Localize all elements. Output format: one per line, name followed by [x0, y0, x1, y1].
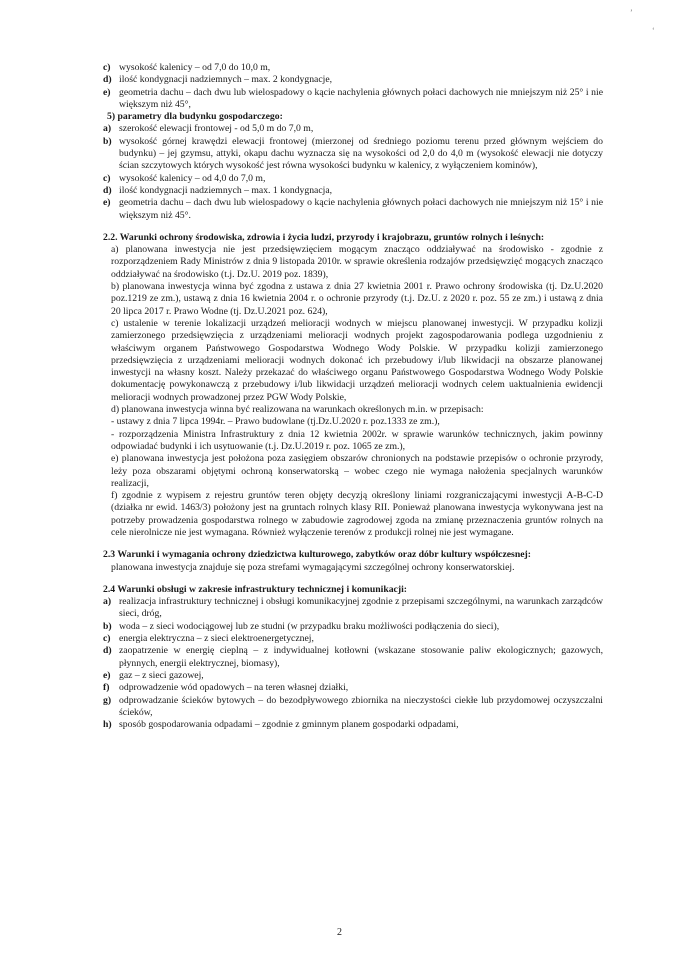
section-content: a) planowana inwestycja nie jest przedsięwzięciem mogącym znacząco oddziaływać na środowisko - zgodnie z rozporządzeniem Rady Ministrów z dnia 9 listopada 2010r. w sprawie określenia rodzajów przedsięwzięć mogących znacząco oddziaływać na środowisko (t.j. Dz.U. 2019 poz. 1839), b) planowana inwestycja winna być zgodna z ustawa z dnia 27 kwietnia 2001 r. Prawo ochrony środowiska (tj. Dz.U.2020 poz.1219 ze zm.), ustawą z dnia 16 kwietnia 2004 r. o ochronie przyrody (t.j. Dz.U. z 2020 r. poz. 55 ze zm.) i ustawą z dnia 20 lipca 2017 r. Prawo Wodne (tj. Dz.U.2021 poz. 624), c) ustalenie w terenie lokalizacji urządzeń melioracji wodnych w miejscu planowanej inwestycji. W przypadku kolizji zamierzonego przedsięwzięcia z urządzeniami melioracji wodnych projekt zagospodarowania podlega uzgodnieniu z właściwym organem Państwowego Gospodarstwa Wodnego Wody Polskie. W przypadku kolizji zamierzonego przedsięwzięcia z urządzeniami melioracji wodnych dokonać ich przebudowy i/lub likwidacji na obszarze planowanej inwestycji na własny koszt. Należy przekazać do właściwego organu Państwowego Gospodarstwa Wodnego Wody Polskie dokumentację powykonawczą z przebudowy i/lub likwidacji urządzeń melioracji wodnych celem uaktualnienia ewidencji melioracji wodnych prowadzonej przez PGW Wody Polskie, d) planowana inwestycja winna być realizowana na warunkach określonych m.in. w przepisach: - ustawy z dnia 7 lipca 1994r. – Prawo budowlane (tj.Dz.U.2020 r. poz.1333 ze zm.), - rozporządzenia Ministra Infrastruktury z dnia 12 kwietnia 2002r. w sprawie warunków technicznych, jakim powinny odpowiadać budynki i ich usytuowanie (t.j. Dz.U.2019 r. poz. 1065 ze zm.), e) planowana inwestycja jest położona poza zasięgiem obszarów chronionych na podstawie przepisów o ochronie przyrody, leży poza obszarami objętymi ochroną konserwatorską – wobec czego nie wymaga nałożenia specjalnych warunków realizacji, f) zgodnie z wypisem z rejestru gruntów teren objęty decyzją określony liniami rozgraniczającymi inwestycji A-B-C-D (działka nr ewid. 1463/3) położony jest na gruntach rolnych klasy RII. Ponieważ planowana inwestycja wykonywana jest na potrzeby prowadzenia gospodarstwa rolnego w zabudowie zagrodowej zgoda na zmianę przeznaczenia gruntów rolnych na cele nierolnicze nie jest wymagana. Również wyłączenie terenów z produkcji rolnej nie jest wymagane.	[111, 244, 603, 538]
list-item: b) woda – z sieci wodociągowej lub ze studni (w przypadku braku możliwości podłączenia do sieci),	[103, 620, 500, 632]
list-item: b) wysokość górnej krawędzi elewacji frontowej (mierzonej od średniego poziomu terenu przed głównym wejściem do budynku) – jej gzymsu, attyki, okapu dachu wyznacza się na wysokości od 2,0 do 4,0 m (wysokość elewacji nie dotyczy ścian szczytowych których wysokość jest równa wysokości budynku w kalenicy, z wyłączeniem kominów),	[103, 135, 603, 172]
document-body	[103, 62, 603, 731]
section-2-2	[103, 232, 603, 539]
list-item: d) ilość kondygnacji nadziemnych – max. 1 kondygnacja,	[103, 184, 333, 196]
section-heading: 2.3 Warunki i wymagania ochrony dziedzictwa kulturowego, zabytków oraz dóbr kultury współczesnej:	[103, 549, 531, 561]
list-item: a) szerokość elewacji frontowej - od 5,0 m do 7,0 m,	[103, 123, 314, 135]
section-heading: 2.4 Warunki obsługi w zakresie infrastruktury technicznej i komunikacji:	[103, 583, 408, 595]
section-heading: 2.2. Warunki ochrony środowiska, zdrowia i życia ludzi, przyrody i krajobrazu, gruntów rolnych i leśnych:	[103, 231, 545, 243]
list-item: g) odprowadzanie ścieków bytowych – do bezodpływowego zbiornika na nieczystości ciekłe lub przydomowej oczyszczalni ścieków,	[103, 694, 603, 718]
section-2-3	[103, 549, 603, 574]
farm-params-list	[103, 123, 603, 221]
infrastructure-list	[103, 596, 603, 731]
list-item: d) ilość kondygnacji nadziemnych – max. 2 kondygnacje,	[103, 74, 333, 86]
list-item: c) wysokość kalenicy – od 7,0 do 10,0 m,	[103, 62, 271, 73]
scan-dot-mark: ʻ	[652, 26, 655, 35]
list-item: e) gaz – z sieci gazowej,	[103, 669, 204, 681]
list-item: d) zaopatrzenie w energię cieplną – z indywidualnej kotłowni (wskazane stosowanie paliw ekologicznych; gazowych, płynnych, energii elektrycznej, biomasy),	[103, 645, 603, 669]
page-number: 2	[337, 927, 342, 938]
section-2-4	[103, 584, 603, 732]
list-item: f) odprowadzenie wód opadowych – na teren własnej działki,	[103, 682, 349, 694]
list-item: e) geometria dachu – dach dwu lub wielospadowy o kącie nachylenia głównych połaci dachowych nie mniejszym niż 15° i nie większym niż 45°.	[103, 197, 603, 221]
list-item: c) wysokość kalenicy – od 4,0 do 7,0 m,	[103, 172, 266, 184]
house-params-list	[103, 62, 603, 111]
list-item: h) sposób gospodarowania odpadami – zgodnie z gminnym planem gospodarki odpadami,	[103, 719, 459, 731]
list-item: a) realizacja infrastruktury technicznej i obsługi komunikacyjnej zgodnie z przepisami szczególnymi, na warunkach zarządców sieci, dróg,	[103, 596, 603, 620]
scan-dot-mark: ’	[630, 8, 633, 17]
section-content: planowana inwestycja znajduje się poza strefami wymagającymi szczególnej ochrony konserwatorskiej.	[111, 561, 515, 573]
list-item: c) energia elektryczna – z sieci elektroenergetycznej,	[103, 633, 314, 645]
section-heading: 5) parametry dla budynku gospodarczego:	[107, 111, 283, 123]
list-item: e) geometria dachu – dach dwu lub wielospadowy o kącie nachylenia głównych połaci dachowych nie mniejszym niż 25° i nie większym niż 45°,	[103, 86, 603, 110]
